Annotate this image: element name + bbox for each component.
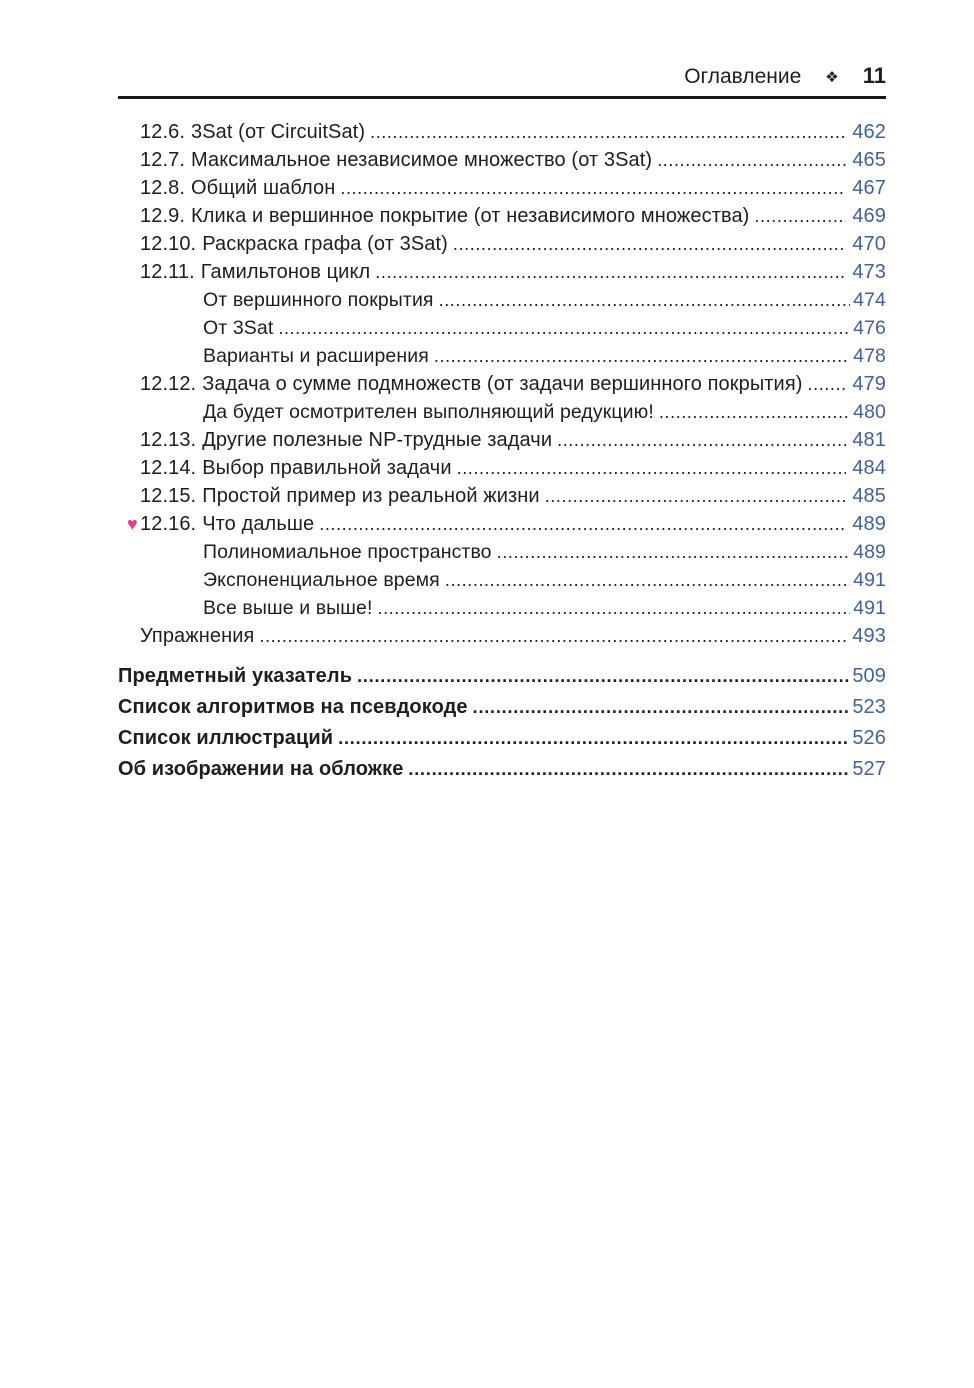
entry-page-number: 467 [852, 177, 886, 199]
entry-page-number: 481 [852, 429, 886, 451]
entry-title: Упражнения [140, 625, 255, 647]
toc-entry [118, 342, 886, 370]
toc-entry [118, 146, 886, 174]
entry-page-number: 470 [852, 233, 886, 255]
entry-page-number: 469 [852, 205, 886, 227]
entry-title: Гамильтонов цикл [200, 261, 371, 283]
entry-label [140, 482, 540, 510]
toc-entry [118, 482, 886, 510]
dot-leader [659, 398, 850, 426]
header-title: Оглавление [684, 65, 802, 88]
entry-label [118, 692, 468, 723]
toc-entry [118, 286, 886, 314]
entry-title: Задача о сумме подмножеств (от задачи вершинного покрытия) [202, 373, 803, 395]
dot-leader [375, 258, 846, 286]
toc-entry [118, 510, 886, 538]
entry-number: 12.8. [140, 177, 185, 199]
heart-icon: ♥ [127, 514, 138, 534]
toc-entry [118, 314, 886, 342]
entry-number: 12.12. [140, 373, 197, 395]
entry-label [203, 398, 654, 426]
entry-page-number: 473 [852, 261, 886, 283]
dot-leader [808, 370, 846, 398]
entry-label [203, 594, 373, 622]
entry-number: 12.16. [140, 513, 197, 535]
entry-title: Экспоненциальное время [203, 569, 440, 591]
dot-leader [439, 286, 850, 314]
dot-leader [434, 342, 850, 370]
toc-entry [118, 118, 886, 146]
toc-entry [118, 622, 886, 650]
entry-title: Все выше и выше! [203, 597, 373, 619]
entry-title: От вершинного покрытия [203, 289, 434, 311]
entry-label [140, 426, 552, 454]
entry-label [140, 454, 452, 482]
entry-label [140, 258, 370, 286]
toc-list [118, 99, 886, 785]
toc-entry [118, 538, 886, 566]
entry-title: Предметный указатель [118, 665, 353, 687]
dot-leader [340, 174, 846, 202]
entry-label [118, 754, 403, 785]
entry-page-number: 523 [852, 696, 886, 718]
toc-entry [118, 454, 886, 482]
entry-page-number: 465 [852, 149, 886, 171]
entry-number: 12.13. [140, 429, 197, 451]
entry-label [140, 622, 254, 650]
entry-number: 12.11. [140, 261, 195, 283]
entry-title: Список иллюстраций [118, 727, 334, 749]
entry-label [203, 566, 440, 594]
entry-number: 12.14. [140, 457, 197, 479]
dot-leader [445, 566, 850, 594]
toc-entry [118, 426, 886, 454]
entry-title: Что дальше [202, 513, 315, 535]
dot-leader [557, 426, 846, 454]
entry-label [140, 510, 314, 538]
toc-entry [118, 258, 886, 286]
diamond-separator-icon: ❖ [825, 68, 839, 86]
dot-leader [497, 538, 850, 566]
entry-label [203, 286, 434, 314]
entry-number: 12.6. [140, 121, 185, 143]
entry-label [203, 538, 492, 566]
dot-leader [473, 692, 849, 723]
entry-label [203, 342, 429, 370]
entry-label [118, 661, 352, 692]
entry-label [140, 202, 749, 230]
entry-label [140, 370, 803, 398]
toc-entry [118, 174, 886, 202]
dot-leader [657, 146, 846, 174]
toc-entry [118, 661, 886, 692]
toc-entry [118, 723, 886, 754]
entry-page-number: 489 [852, 513, 886, 535]
entry-page-number: 527 [852, 758, 886, 780]
entry-title: Да будет осмотрителен выполняющий редукцию! [203, 401, 654, 423]
entry-page-number: 478 [853, 345, 886, 367]
dot-leader [408, 754, 849, 785]
dot-leader [378, 594, 851, 622]
page-header [118, 64, 886, 99]
dot-leader [259, 622, 846, 650]
entry-label [140, 174, 335, 202]
entry-title: Список алгоритмов на псевдокоде [118, 696, 468, 718]
entry-page-number: 509 [852, 665, 886, 687]
dot-leader [319, 510, 846, 538]
entry-label [140, 230, 448, 258]
entry-title: Клика и вершинное покрытие (от независимого множества) [190, 205, 750, 227]
entry-label [203, 314, 273, 342]
toc-entry [118, 692, 886, 723]
entry-label [140, 146, 652, 174]
entry-number: 12.10. [140, 233, 197, 255]
entry-number: 12.9. [140, 205, 185, 227]
toc-entry [118, 230, 886, 258]
entry-title: Полиномиальное пространство [203, 541, 492, 563]
entry-title: Максимальное независимое множество (от 3Sat) [190, 149, 653, 171]
header-page-number: 11 [862, 63, 886, 88]
entry-number: 12.7. [140, 149, 185, 171]
entry-page-number: 491 [853, 569, 886, 591]
dot-leader [457, 454, 846, 482]
entry-title: Раскраска графа (от 3Sat) [202, 233, 448, 255]
toc-entry [118, 202, 886, 230]
dot-leader [370, 118, 846, 146]
entry-page-number: 484 [852, 457, 886, 479]
entry-title: Об изображении на обложке [118, 758, 404, 780]
entry-title: Общий шаблон [190, 177, 336, 199]
entry-title: Выбор правильной задачи [202, 457, 452, 479]
dot-leader [278, 314, 850, 342]
entry-page-number: 476 [853, 317, 886, 339]
entry-label [118, 723, 333, 754]
toc-entry [118, 566, 886, 594]
entry-page-number: 462 [852, 121, 886, 143]
entry-title: 3Sat (от CircuitSat) [190, 121, 366, 143]
dot-leader [754, 202, 846, 230]
entry-title: От 3Sat [203, 317, 274, 339]
entry-page-number: 485 [852, 485, 886, 507]
toc-entry [118, 754, 886, 785]
entry-page-number: 493 [852, 625, 886, 647]
toc-entry [118, 370, 886, 398]
toc-entry [118, 398, 886, 426]
entry-label [140, 118, 365, 146]
entry-page-number: 479 [852, 373, 886, 395]
dot-leader [545, 482, 846, 510]
dot-leader [357, 661, 849, 692]
entry-page-number: 474 [853, 289, 886, 311]
entry-page-number: 489 [853, 541, 886, 563]
dot-leader [453, 230, 846, 258]
entry-page-number: 526 [852, 727, 886, 749]
entry-page-number: 491 [853, 597, 886, 619]
entry-title: Варианты и расширения [203, 345, 429, 367]
entry-number: 12.15. [140, 485, 197, 507]
toc-entry [118, 594, 886, 622]
dot-leader [338, 723, 849, 754]
entry-page-number: 480 [853, 401, 886, 423]
entry-title: Простой пример из реальной жизни [202, 485, 540, 507]
entry-title: Другие полезные NP-трудные задачи [202, 429, 553, 451]
